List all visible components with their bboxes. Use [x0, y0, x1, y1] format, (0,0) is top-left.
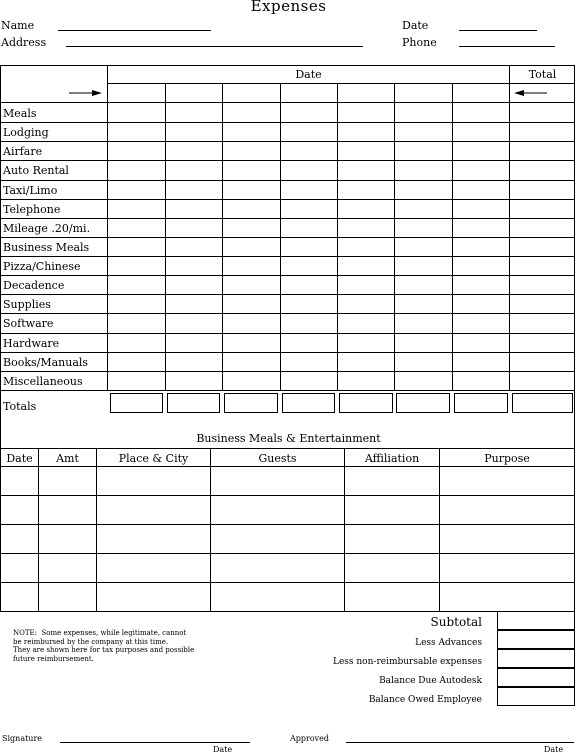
grid-col-line [280, 83, 281, 390]
meals-col-line [210, 448, 211, 611]
meals-col-line [344, 448, 345, 611]
signature-date-label: Date [213, 745, 233, 754]
grid-row-line [0, 390, 575, 391]
total-cell[interactable] [224, 393, 278, 413]
category-label: Telephone [3, 203, 61, 216]
grid-row-line [0, 122, 575, 123]
less-nonreimbursable-field[interactable] [497, 649, 575, 668]
subtotal-field[interactable] [497, 611, 575, 630]
meals-col-place: Place & City [118, 452, 189, 465]
approved-label: Approved [290, 734, 330, 743]
note-text: NOTE: Some expenses, while legitimate, cannot be reimbursed by the company at this time. They are shown here for tax purposes and possible future reimbursement. [13, 629, 195, 663]
grid-row-line [0, 237, 575, 238]
category-label: Pizza/Chinese [3, 260, 81, 273]
category-label: Lodging [3, 126, 49, 139]
meals-col-amt: Amt [56, 452, 79, 465]
category-label: Software [3, 317, 54, 330]
category-label: Supplies [3, 298, 51, 311]
grid-row-line [0, 160, 575, 161]
meals-section-title: Business Meals & Entertainment [196, 432, 381, 445]
grid-row-line [0, 218, 575, 219]
category-label: Miscellaneous [3, 375, 83, 388]
balance-due-field[interactable] [497, 668, 575, 687]
category-label: Hardware [3, 337, 60, 350]
total-cell[interactable] [512, 393, 573, 413]
balance-due-label: Balance Due Autodesk [379, 676, 482, 686]
grid-row-line [0, 141, 575, 142]
less-nonreimbursable-label: Less non-reimbursable expenses [332, 657, 482, 667]
arrow-right-icon [68, 88, 104, 98]
grid-col-line [337, 83, 338, 390]
meals-col-guests: Guests [258, 452, 297, 465]
meals-row-line [0, 524, 575, 525]
name-label: Name [1, 19, 35, 32]
grid-line [0, 102, 575, 103]
address-label: Address [1, 36, 47, 49]
meals-row-line [0, 495, 575, 496]
meals-row-line [0, 553, 575, 554]
grid-line [108, 83, 575, 84]
balance-owed-field[interactable] [497, 687, 575, 706]
total-cell[interactable] [339, 393, 393, 413]
balance-owed-label: Balance Owed Employee [368, 695, 482, 705]
grid-row-line [0, 199, 575, 200]
grid-row-line [0, 371, 575, 372]
grid-row-line [0, 333, 575, 334]
phone-label: Phone [402, 36, 437, 49]
category-label: Meals [3, 107, 37, 120]
meals-col-line [38, 448, 39, 611]
address-field-line[interactable] [66, 46, 363, 47]
grid-col-line [509, 65, 510, 390]
grid-col-line [452, 83, 453, 390]
meals-col-line [439, 448, 440, 611]
category-label: Decadence [3, 279, 65, 292]
meals-col-purpose: Purpose [484, 452, 530, 465]
approved-date-label: Date [544, 745, 564, 754]
total-cell[interactable] [110, 393, 163, 413]
category-label: Books/Manuals [3, 356, 89, 369]
less-advances-field[interactable] [497, 630, 575, 649]
total-column-header: Total [528, 68, 557, 81]
category-label: Auto Rental [3, 164, 69, 177]
expense-form-frame [0, 65, 575, 612]
date-column-header: Date [295, 68, 322, 81]
grid-row-line [0, 352, 575, 353]
grid-row-line [0, 313, 575, 314]
meals-line [0, 448, 575, 449]
arrow-left-icon [512, 88, 548, 98]
grid-col-line [394, 83, 395, 390]
date-label: Date [402, 19, 429, 32]
name-field-line[interactable] [58, 30, 211, 31]
grid-row-line [0, 294, 575, 295]
meals-col-line [96, 448, 97, 611]
category-label: Business Meals [3, 241, 90, 254]
category-label: Taxi/Limo [3, 184, 58, 197]
grid-col-line [165, 83, 166, 390]
meals-col-affiliation: Affiliation [364, 452, 420, 465]
total-cell[interactable] [282, 393, 335, 413]
total-cell[interactable] [396, 393, 450, 413]
signature-label: Signature [2, 734, 43, 743]
total-cell[interactable] [454, 393, 508, 413]
form-title: Expenses [250, 0, 327, 15]
category-label: Airfare [3, 145, 43, 158]
meals-line [0, 466, 575, 467]
signature-line[interactable] [60, 742, 250, 743]
grid-row-line [0, 256, 575, 257]
category-label: Mileage .20/mi. [3, 222, 91, 235]
less-advances-label: Less Advances [415, 638, 482, 648]
grid-col-line [222, 83, 223, 390]
totals-label: Totals [3, 400, 37, 413]
phone-field-line[interactable] [459, 46, 555, 47]
subtotal-label: Subtotal [430, 615, 482, 629]
grid-col-line [107, 65, 108, 390]
meals-row-line [0, 582, 575, 583]
grid-row-line [0, 275, 575, 276]
grid-row-line [0, 180, 575, 181]
total-cell[interactable] [167, 393, 220, 413]
meals-col-date: Date [6, 452, 33, 465]
date-field-line[interactable] [459, 30, 537, 31]
approved-line[interactable] [346, 742, 574, 743]
